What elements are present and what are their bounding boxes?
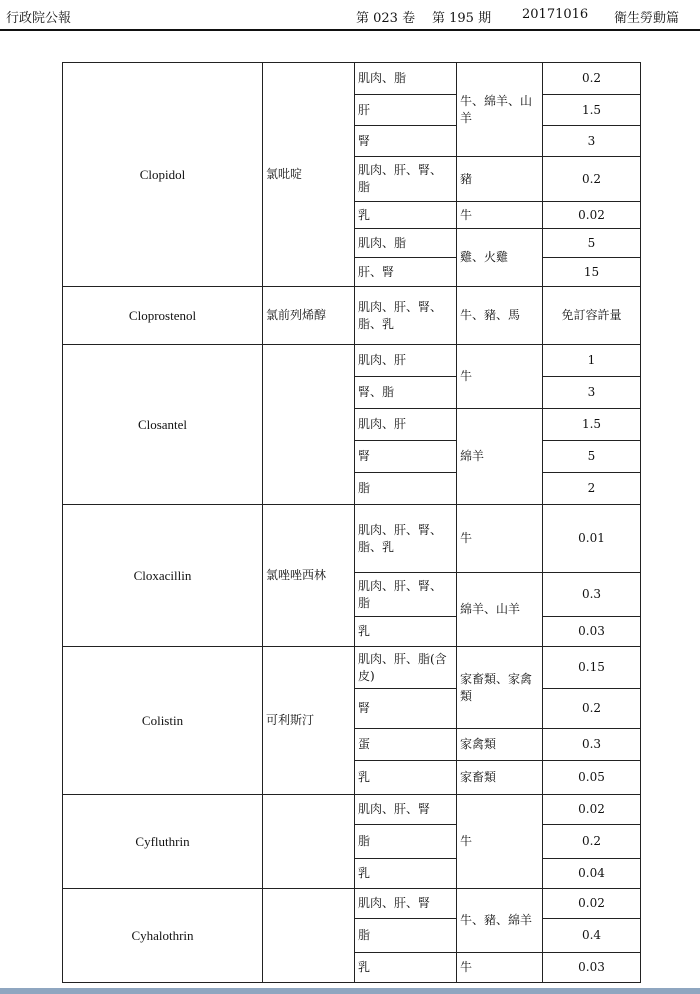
table-row (63, 63, 641, 95)
tissue-cell: 腎、脂 (355, 377, 457, 409)
drug-chinese-name (263, 795, 355, 889)
drug-chinese-name: 氯唑唑西林 (263, 505, 355, 647)
limit-value: 0.02 (543, 202, 641, 229)
drug-name: Cloxacillin (63, 505, 263, 647)
species-cell: 雞、火雞 (457, 229, 543, 287)
publisher-name: 行政院公報 (6, 11, 72, 26)
section-name: 衛生勞動篇 (614, 11, 680, 26)
tissue-cell: 肌肉、肝、腎、脂 (355, 573, 457, 617)
limit-value: 0.04 (543, 859, 641, 889)
tissue-cell: 肌肉、肝、腎、脂、乳 (355, 287, 457, 345)
publish-date: 20171016 (522, 7, 589, 22)
limit-value: 0.02 (543, 889, 641, 919)
drug-name: Cloprostenol (63, 287, 263, 345)
tissue-cell: 肌肉、脂 (355, 229, 457, 258)
drug-name: Colistin (63, 647, 263, 795)
drug-chinese-name: 氯前列烯醇 (263, 287, 355, 345)
limit-value: 0.02 (543, 795, 641, 825)
limit-value: 1.5 (543, 409, 641, 441)
limit-value: 15 (543, 258, 641, 287)
species-cell: 牛 (457, 202, 543, 229)
species-cell: 豬 (457, 157, 543, 202)
limit-value: 2 (543, 473, 641, 505)
drug-chinese-name (263, 345, 355, 505)
drug-name: Cyhalothrin (63, 889, 263, 983)
limit-value: 0.01 (543, 505, 641, 573)
volume-number: 第 023 卷 (356, 11, 416, 26)
tissue-cell: 蛋 (355, 729, 457, 761)
drug-name: Cyfluthrin (63, 795, 263, 889)
table-row (63, 345, 641, 377)
species-cell: 牛、綿羊、山羊 (457, 63, 543, 157)
tissue-cell: 肌肉、肝、腎、脂、乳 (355, 505, 457, 573)
tissue-cell: 乳 (355, 859, 457, 889)
species-cell: 牛、豬、馬 (457, 287, 543, 345)
limit-value: 3 (543, 126, 641, 157)
table-row (63, 889, 641, 919)
species-cell: 綿羊、山羊 (457, 573, 543, 647)
limit-value: 0.05 (543, 761, 641, 795)
issue-number: 第 195 期 (432, 11, 492, 26)
species-cell: 牛 (457, 345, 543, 409)
species-cell: 牛、豬、綿羊 (457, 889, 543, 953)
table-row (63, 287, 641, 345)
tissue-cell: 肌肉、脂 (355, 63, 457, 95)
limit-value: 0.2 (543, 63, 641, 95)
drug-chinese-name: 可利斯汀 (263, 647, 355, 795)
tissue-cell: 肌肉、肝 (355, 345, 457, 377)
tissue-cell: 脂 (355, 473, 457, 505)
tissue-cell: 肌肉、肝、脂(含皮) (355, 647, 457, 689)
limit-value: 0.03 (543, 953, 641, 983)
limit-value: 0.2 (543, 825, 641, 859)
page-header (0, 0, 700, 30)
limit-value: 免訂容許量 (543, 287, 641, 345)
tissue-cell: 腎 (355, 689, 457, 729)
limit-value: 0.4 (543, 919, 641, 953)
limit-value: 3 (543, 377, 641, 409)
tissue-cell: 脂 (355, 919, 457, 953)
residue-limits-table (62, 62, 641, 983)
tissue-cell: 肝 (355, 95, 457, 126)
scan-edge-bar (0, 988, 700, 994)
tissue-cell: 肌肉、肝 (355, 409, 457, 441)
table-row (63, 505, 641, 573)
species-cell: 家畜類、家禽類 (457, 647, 543, 729)
tissue-cell: 乳 (355, 617, 457, 647)
species-cell: 牛 (457, 505, 543, 573)
table-row (63, 795, 641, 825)
tissue-cell: 肌肉、肝、腎 (355, 795, 457, 825)
limit-value: 0.03 (543, 617, 641, 647)
tissue-cell: 腎 (355, 441, 457, 473)
limit-value: 1 (543, 345, 641, 377)
species-cell: 綿羊 (457, 409, 543, 505)
tissue-cell: 乳 (355, 953, 457, 983)
limit-value: 0.3 (543, 573, 641, 617)
limit-value: 1.5 (543, 95, 641, 126)
species-cell: 家畜類 (457, 761, 543, 795)
tissue-cell: 乳 (355, 761, 457, 795)
limit-value: 0.2 (543, 157, 641, 202)
drug-chinese-name (263, 889, 355, 983)
tissue-cell: 腎 (355, 126, 457, 157)
limit-value: 0.3 (543, 729, 641, 761)
tissue-cell: 脂 (355, 825, 457, 859)
drug-chinese-name: 氯吡啶 (263, 63, 355, 287)
tissue-cell: 肌肉、肝、腎 (355, 889, 457, 919)
table-row (63, 647, 641, 689)
tissue-cell: 肝、腎 (355, 258, 457, 287)
drug-name: Clopidol (63, 63, 263, 287)
limit-value: 5 (543, 441, 641, 473)
header-divider (0, 29, 700, 31)
tissue-cell: 乳 (355, 202, 457, 229)
limit-value: 5 (543, 229, 641, 258)
tissue-cell: 肌肉、肝、腎、脂 (355, 157, 457, 202)
species-cell: 牛 (457, 795, 543, 889)
species-cell: 牛 (457, 953, 543, 983)
limit-value: 0.2 (543, 689, 641, 729)
species-cell: 家禽類 (457, 729, 543, 761)
drug-name: Closantel (63, 345, 263, 505)
limit-value: 0.15 (543, 647, 641, 689)
